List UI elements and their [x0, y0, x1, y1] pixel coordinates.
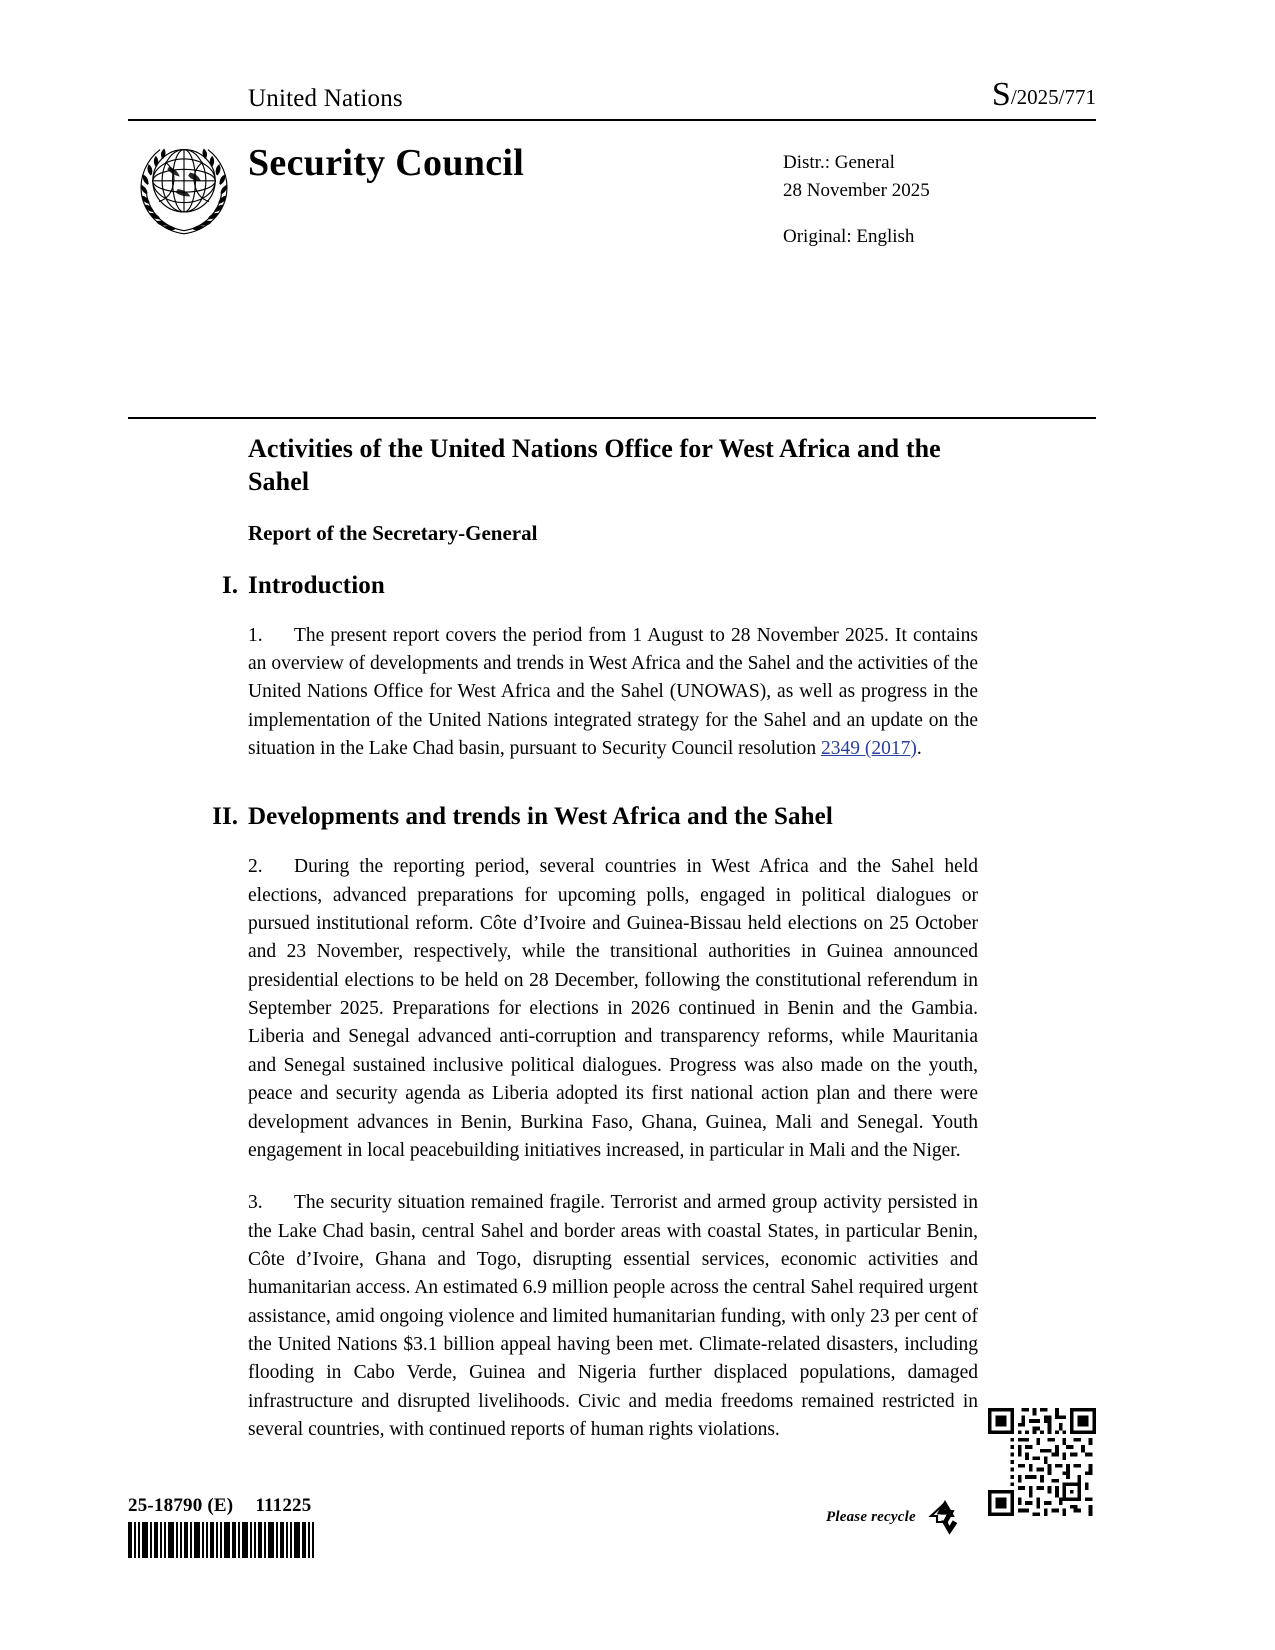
body-divider [128, 417, 1096, 419]
recycle-notice [826, 1497, 968, 1537]
recycle-icon [922, 1497, 968, 1537]
document-date: 28 November 2025 [783, 179, 930, 201]
distribution-line: Distr.: General [783, 152, 895, 173]
paragraph-number: 1. [248, 624, 263, 646]
paragraph-number: 3. [248, 1192, 263, 1214]
job-number-value: 25-18790 (E) [128, 1495, 234, 1516]
un-emblem-icon [132, 135, 236, 239]
section-number: II. [212, 803, 238, 831]
recycle-label: Please recycle [826, 1508, 916, 1525]
section-title: Introduction [248, 571, 385, 599]
paragraph-text-tail: . [916, 737, 922, 759]
document-symbol [992, 78, 1096, 113]
section-heading-1 [128, 572, 1096, 606]
distribution-block [783, 149, 930, 204]
resolution-link[interactable]: 2349 (2017) [821, 737, 917, 759]
masthead-top-row [128, 78, 1096, 113]
paragraph-text: The security situation remained fragile. Terrorist and armed group activity persisted in the Lake Chad basin, central Sahel and border areas with coastal States, in particular Benin, Côte d’Ivoire, Ghana and Togo, disrupting essential services, economic activities and humanitarian access. An estimated 6.9 million people across the central Sahel required urgent assistance, amid ongoing violence and limited humanitarian funding, with only 23 per cent of the United Nations $3.1 billion appeal having been met. Climate-related disasters, including flooding in Cabo Verde, Guinea and Nigeria further displaced populations, damaged infrastructure and disrupted livelihoods. Civic and media freedoms remained restricted in several countries, with continued reports of human rights violations. [248, 1192, 978, 1441]
organ-title: Security Council [248, 142, 525, 184]
section-title: Developments and trends in West Africa and the Sahel [248, 803, 833, 831]
qr-code-icon[interactable] [988, 1408, 1096, 1516]
document-symbol-rest: /2025/771 [1010, 85, 1096, 109]
page-title: Activities of the United Nations Office for West Africa and the Sahel [248, 434, 941, 497]
job-number [128, 1495, 311, 1517]
document-subtitle: Report of the Secretary-General [248, 520, 538, 545]
job-date-value: 111225 [255, 1495, 312, 1516]
paragraph-2 [248, 853, 978, 1165]
paragraph-number: 2. [248, 856, 263, 878]
paragraph-3 [248, 1189, 978, 1444]
section-number: I. [222, 571, 238, 599]
paragraph-1 [248, 622, 978, 764]
document-symbol-prefix: S [991, 76, 1011, 113]
paragraph-text: The present report covers the period from 1 August to 28 November 2025. It contains an overview of developments and trends in West Africa and the Sahel and the activities of the United Nations Office for West Africa and the Sahel (UNOWAS), as well as progress in the implementation of the United Nations integrated strategy for the Sahel and an update on the situation in the Lake Chad basin, pursuant to Security Council resolution [248, 624, 978, 759]
masthead [128, 78, 1096, 291]
organization-name: United Nations [248, 85, 403, 112]
original-language: Original: English [783, 226, 915, 247]
document-content [128, 432, 1096, 1464]
section-heading-2 [128, 803, 1096, 837]
masthead-main-row [128, 121, 1096, 291]
paragraph-text: During the reporting period, several countries in West Africa and the Sahel held elections, advanced preparations for upcoming polls, engaged in political dialogues or pursued institutional reform. Côte d’Ivoire and Guinea-Bissau held elections on 25 October and 23 November, respectively, while the transitional authorities in Guinea announced presidential elections to be held on 28 December, following the constitutional referendum in September 2025. Preparations for elections in 2026 continued in Benin and the Gambia. Liberia and Senegal advanced anti-corruption and transparency reforms, while Mauritania and Senegal sustained inclusive political dialogues. Progress was also made on the youth, peace and security agenda as Liberia adopted its first national action plan and there were development advances in Benin, Burkina Faso, Ghana, Guinea, Mali and Senegal. Youth engagement in local peacebuilding initiatives increased, in particular in Mali and the Niger. [248, 856, 978, 1161]
barcode-icon [128, 1522, 334, 1558]
